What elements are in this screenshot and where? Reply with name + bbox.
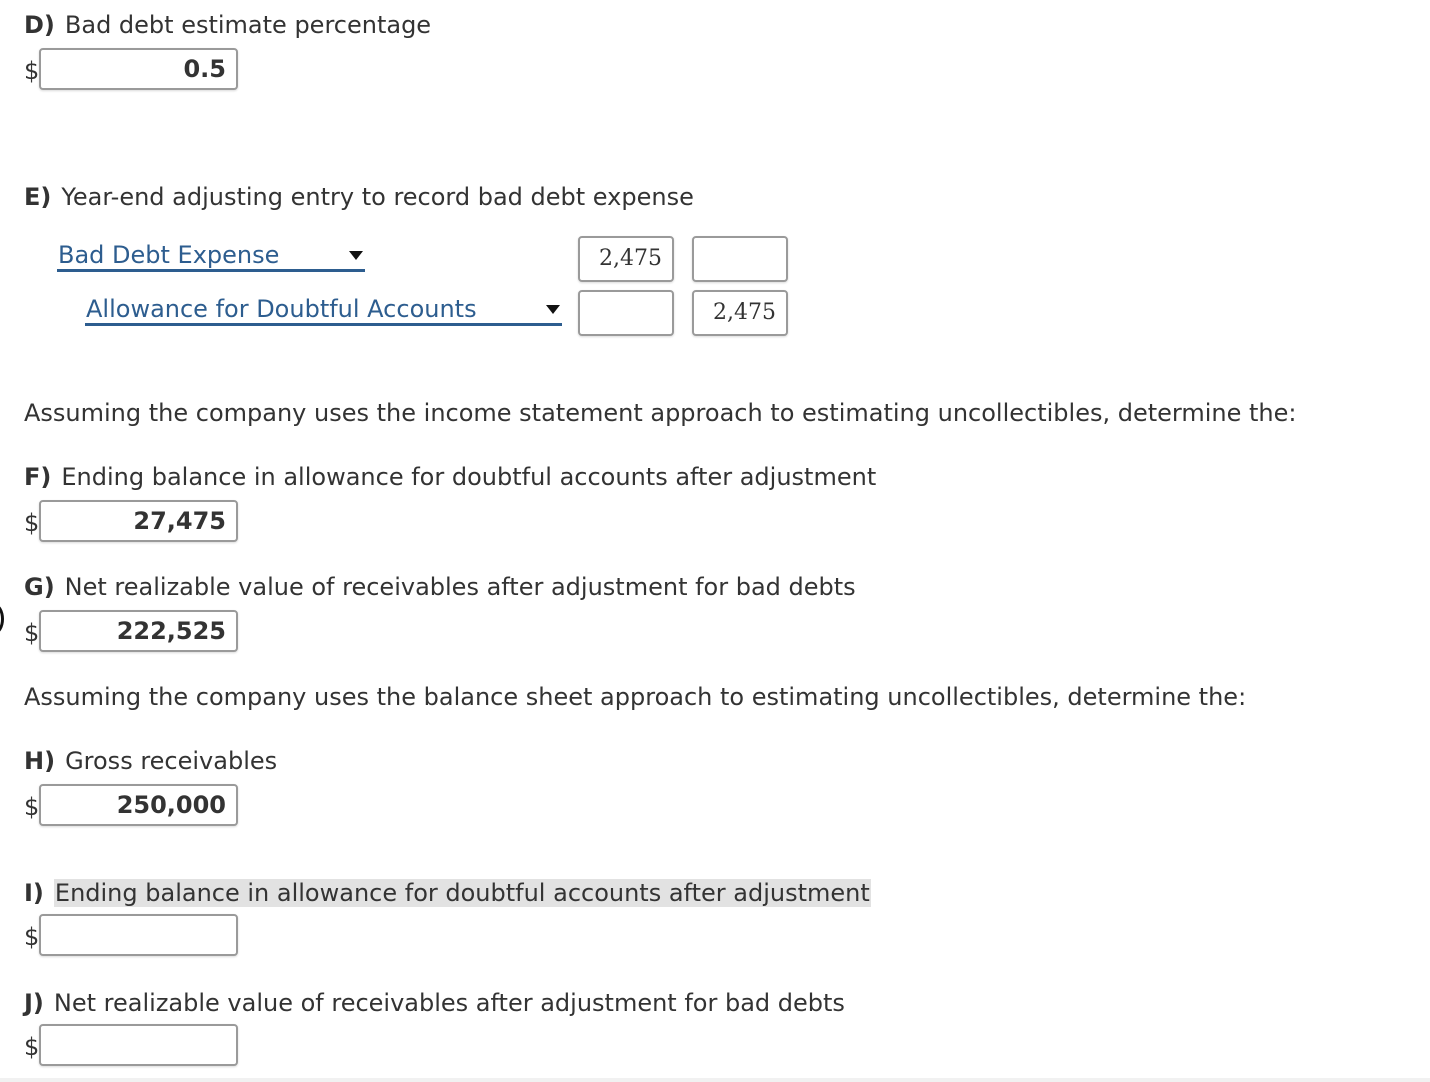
answer-j-input[interactable] xyxy=(39,1024,238,1066)
debit-input-row-1[interactable]: 2,475 xyxy=(578,236,674,282)
answer-g-input[interactable]: 222,525 xyxy=(39,610,238,652)
question-j-label xyxy=(24,988,845,1018)
question-f-label xyxy=(24,462,876,492)
question-text: Bad debt estimate percentage xyxy=(64,11,432,39)
dollar-sign: $ xyxy=(24,793,40,821)
dollar-sign: $ xyxy=(24,57,40,85)
chevron-down-icon xyxy=(349,251,363,260)
question-letter: J) xyxy=(24,989,44,1017)
account-select-credit[interactable] xyxy=(85,296,562,326)
question-letter: E) xyxy=(24,183,52,211)
dollar-sign: $ xyxy=(24,619,40,647)
question-letter: D) xyxy=(24,11,55,39)
balance-sheet-intro: Assuming the company uses the balance sheet approach to estimating uncollectibles, determine the: xyxy=(24,683,1247,711)
question-letter: I) xyxy=(24,879,44,907)
question-letter: G) xyxy=(24,573,55,601)
dollar-sign: $ xyxy=(24,1033,40,1061)
question-text: Year-end adjusting entry to record bad debt expense xyxy=(61,183,694,211)
account-select-value: Bad Debt Expense xyxy=(58,241,280,269)
income-statement-intro: Assuming the company uses the income statement approach to estimating uncollectibles, determine the: xyxy=(24,399,1297,427)
question-text: Ending balance in allowance for doubtful accounts after adjustment xyxy=(61,463,877,491)
question-text: Net realizable value of receivables after adjustment for bad debts xyxy=(64,573,856,601)
answer-i-input[interactable] xyxy=(39,914,238,956)
question-text-highlighted: Ending balance in allowance for doubtful accounts after adjustment xyxy=(54,879,870,907)
side-marker xyxy=(0,604,4,634)
question-g-label xyxy=(24,572,856,602)
account-select-debit[interactable] xyxy=(57,242,365,272)
credit-input-row-1[interactable] xyxy=(692,236,788,282)
dollar-sign: $ xyxy=(24,923,40,951)
answer-d-input[interactable]: 0.5 xyxy=(39,48,238,90)
question-e-label xyxy=(24,182,694,212)
credit-input-row-2[interactable]: 2,475 xyxy=(692,290,788,336)
question-text: Gross receivables xyxy=(65,747,278,775)
account-select-value: Allowance for Doubtful Accounts xyxy=(86,295,477,323)
question-h-label xyxy=(24,746,277,776)
question-d-label xyxy=(24,10,431,40)
answer-f-input[interactable]: 27,475 xyxy=(39,500,238,542)
answer-h-input[interactable]: 250,000 xyxy=(39,784,238,826)
question-i-label xyxy=(24,878,871,908)
question-text: Net realizable value of receivables after adjustment for bad debts xyxy=(53,989,845,1017)
question-letter: F) xyxy=(24,463,52,491)
bottom-divider xyxy=(0,1078,1430,1082)
debit-input-row-2[interactable] xyxy=(578,290,674,336)
chevron-down-icon xyxy=(546,305,560,314)
question-letter: H) xyxy=(24,747,56,775)
dollar-sign: $ xyxy=(24,509,40,537)
